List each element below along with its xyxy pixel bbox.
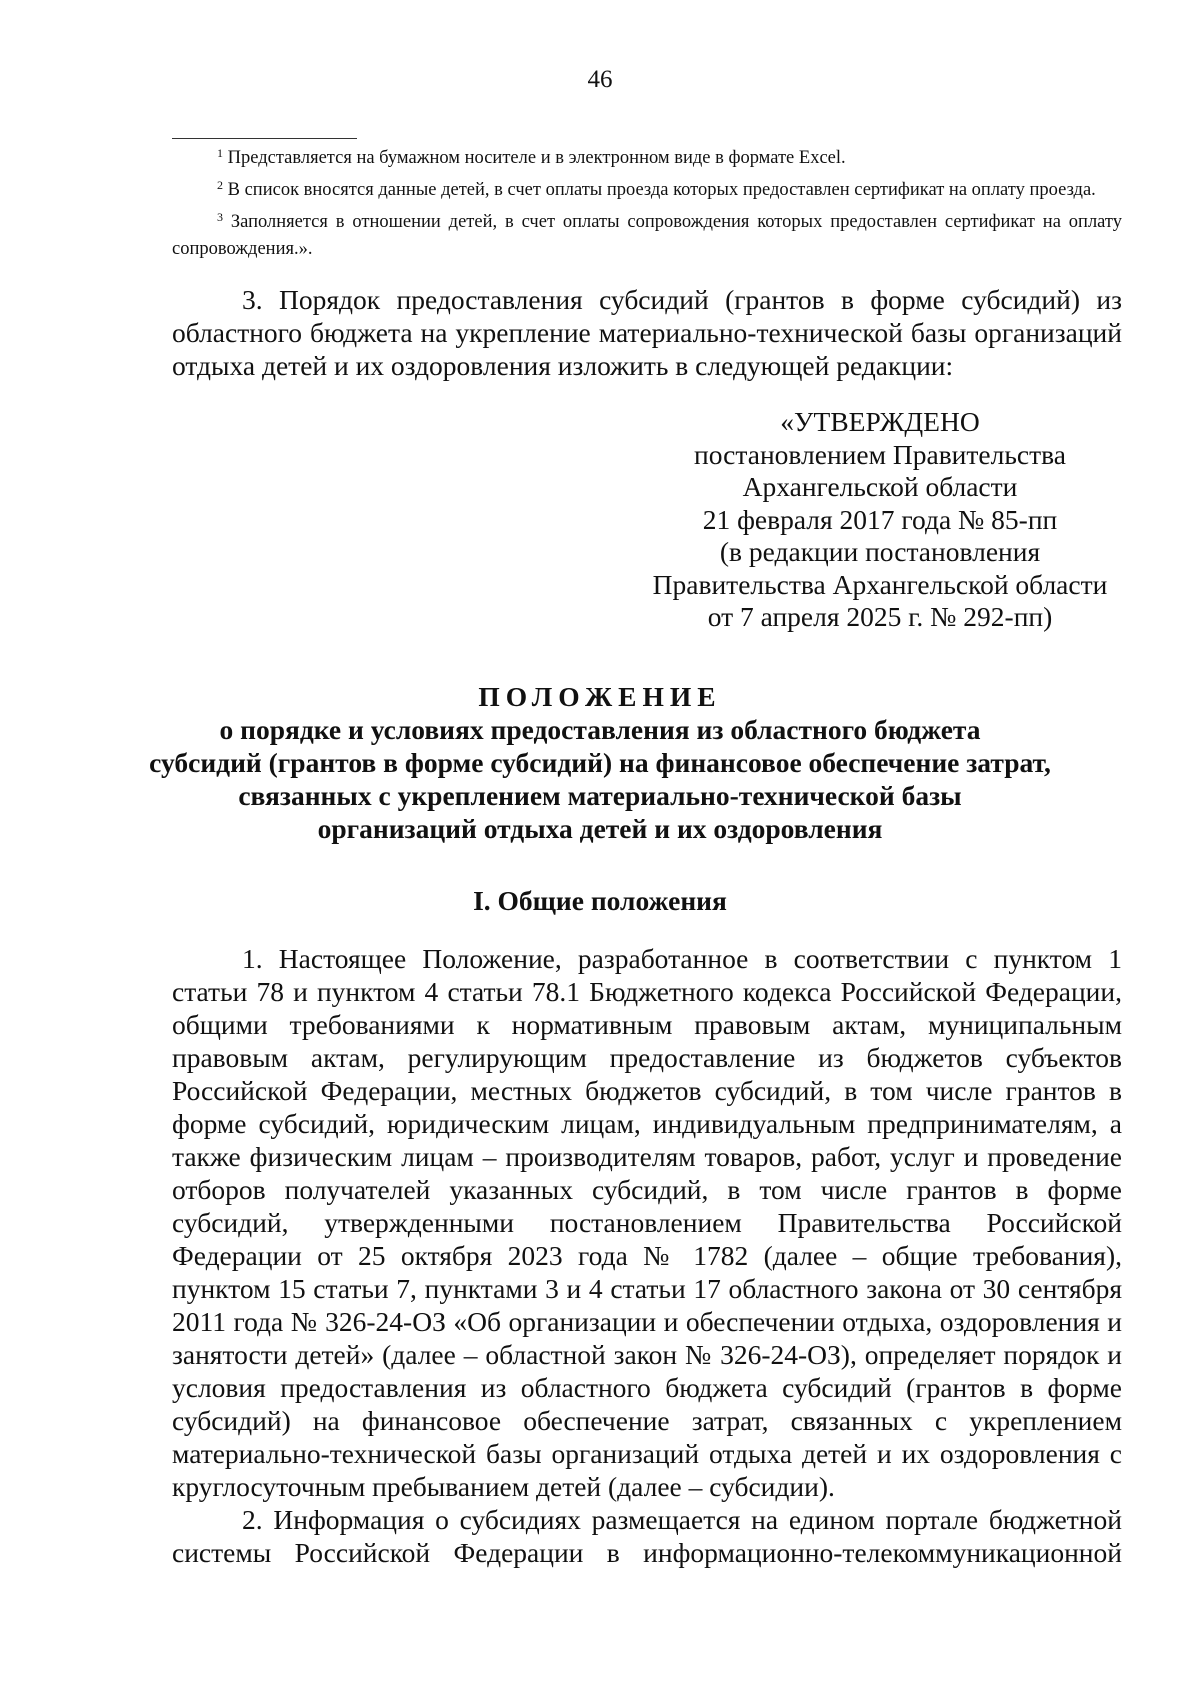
footnote-2: [172, 172, 1122, 204]
approval-line: от 7 апреля 2025 г. № 292-пп): [707, 601, 1053, 632]
footnote-mark: 3: [217, 210, 223, 224]
approval-line: Правительства Архангельской области: [652, 568, 1108, 600]
title-main: ПОЛОЖЕНИЕ: [478, 681, 722, 712]
footnotes: [172, 138, 1122, 263]
footnote-text: Заполняется в отношении детей, в счет оплаты сопровождения которых предоставлен сертификат на оплату сопровождения.».: [172, 212, 1122, 259]
document-title: [100, 680, 1100, 845]
title-line: связанных с укреплением материально-технической базы: [238, 780, 962, 811]
page-number: 46: [587, 66, 613, 93]
main-paragraphs: [172, 942, 1122, 1569]
approval-line: (в редакции постановления: [719, 536, 1041, 567]
title-line: о порядке и условиях предоставления из областного бюджета: [219, 714, 981, 745]
footnote-mark: 1: [217, 146, 223, 160]
approval-stamp-block: [630, 406, 1130, 634]
approval-line: 21 февраля 2017 года № 85-пп: [702, 503, 1058, 535]
footnote-mark: 2: [217, 178, 223, 192]
approval-line: «УТВЕРЖДЕНО: [780, 406, 980, 437]
footnote-separator: [172, 138, 357, 139]
footnote-3: [172, 204, 1122, 263]
footnote-text: В список вносятся данные детей, в счет оплаты проезда которых предоставлен сертификат на оплату проезда.: [227, 180, 1096, 200]
approval-line: Архангельской области: [742, 471, 1018, 502]
footnote-1: [172, 140, 1122, 172]
section-heading: I. Общие положения: [473, 885, 727, 916]
paragraph-3: 3. Порядок предоставления субсидий (грантов в форме субсидий) из областного бюджета на укрепление материально-технической базы организаций отдыха детей и их оздоровления изложить в следующей редакции:: [172, 284, 1122, 381]
title-line: субсидий (грантов в форме субсидий) на финансовое обеспечение затрат,: [149, 747, 1051, 778]
paragraph-1: 1. Настоящее Положение, разработанное в соответствии с пунктом 1 статьи 78 и пунктом 4 статьи 78.1 Бюджетного кодекса Российской Федерации, общими требованиями к нормативным правовым актам, муниципальным правовым актам, регулирующим предоставление из бюджетов субъектов Российской Федерации, местных бюджетов субсидий, в том числе грантов в форме субсидий, юридическим лицам, индивидуальным предпринимателям, а также физическим лицам – производителям товаров, работ, услуг и проведение отборов получателей указанных субсидий, в том числе грантов в форме субсидий, утвержденными постановлением Правительства Российской Федерации от 25 октября 2023 года № 1782 (далее – общие требования), пунктом 15 статьи 7, пунктами 3 и 4 статьи 17 областного закона от 30 сентября 2011 года № 326-24-ОЗ «Об организации и обеспечении отдыха, оздоровления и занятости детей» (далее – областной закон № 326-24-ОЗ), определяет порядок и условия предоставления из областного бюджета субсидий (грантов в форме субсидий) на финансовое обеспечение затрат, связанных с укреплением материально-технической базы организаций отдыха детей и их оздоровления с круглосуточным пребыванием детей (далее – субсидии).: [172, 943, 1122, 1502]
approval-line: постановлением Правительства: [694, 438, 1066, 470]
paragraph-2: 2. Информация о субсидиях размещается на едином портале бюджетной системы Российской Федерации в информационно-телекоммуникационной: [172, 1504, 1122, 1568]
title-line: организаций отдыха детей и их оздоровления: [317, 813, 883, 844]
footnote-text: Представляется на бумажном носителе и в электронном виде в формате Excel.: [227, 148, 846, 168]
